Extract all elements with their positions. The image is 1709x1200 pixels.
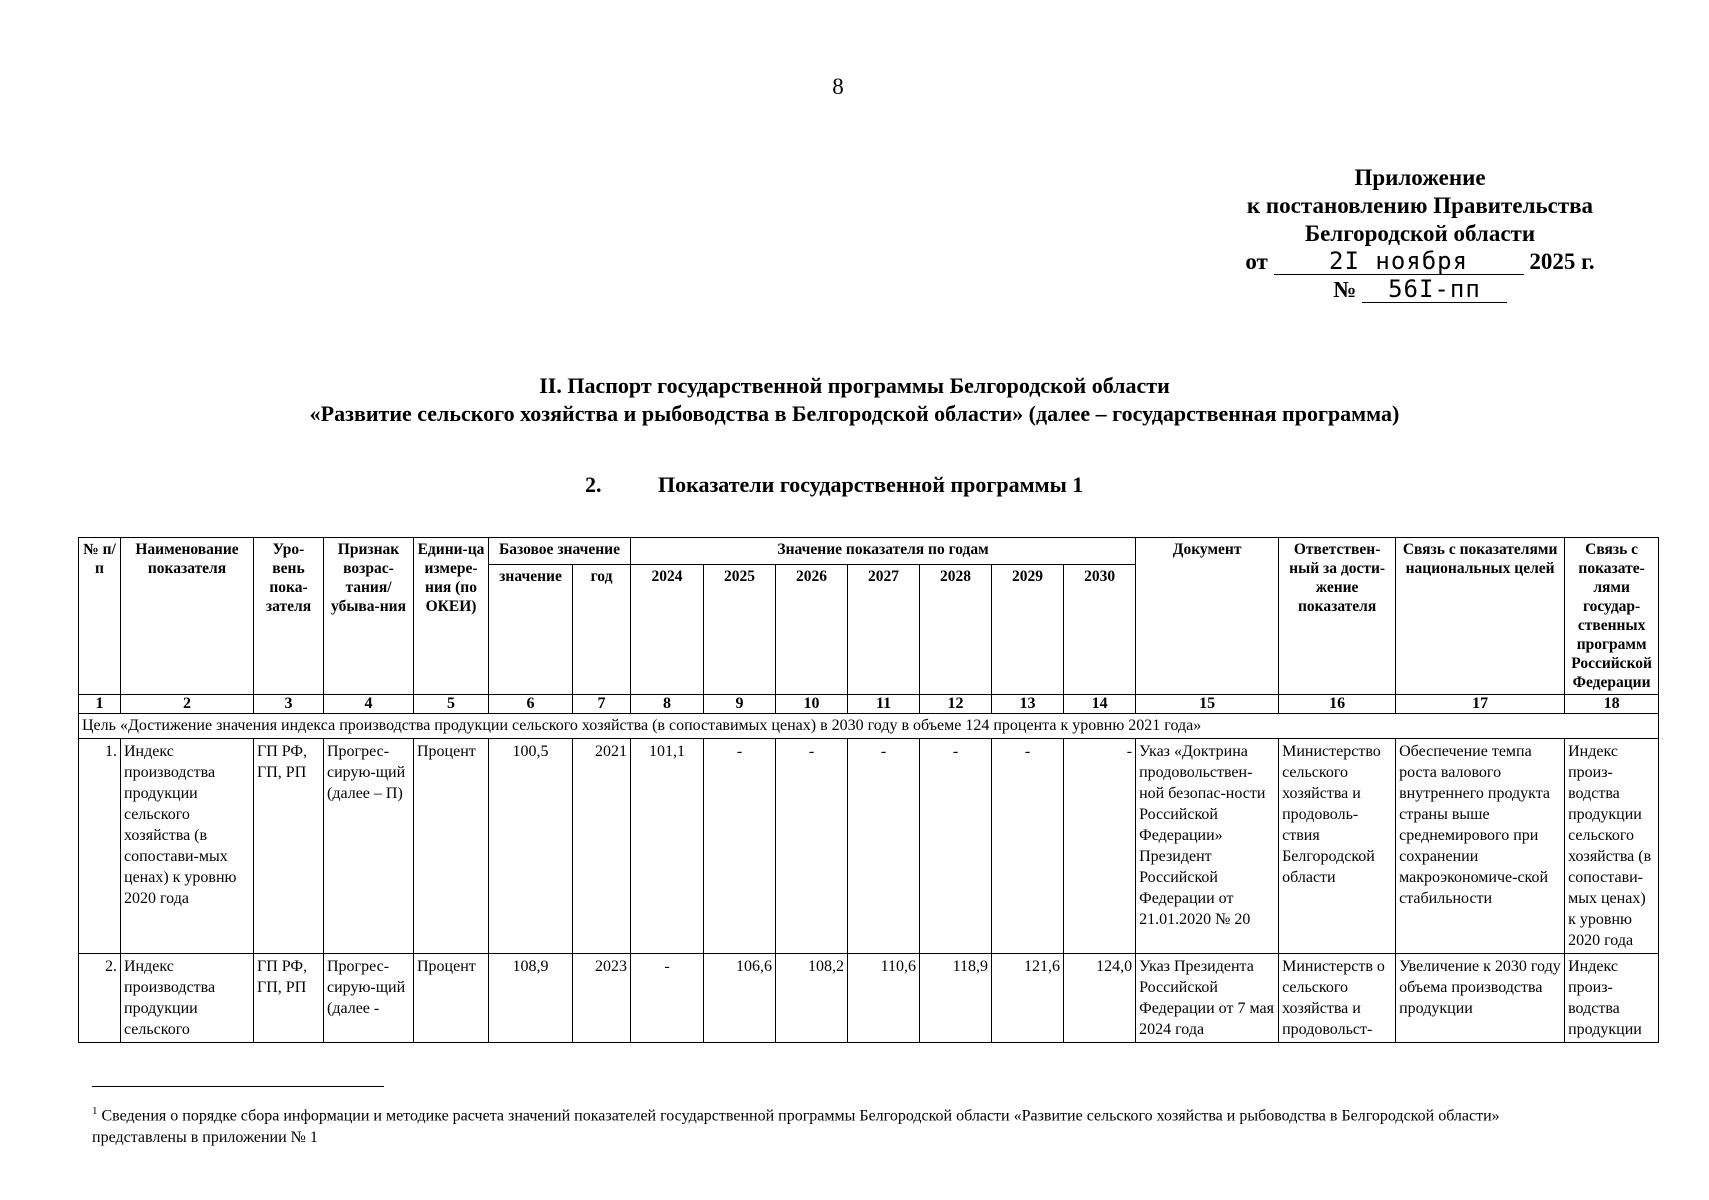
row-level: ГП РФ, ГП, РП (254, 739, 324, 954)
row-unit: Процент (414, 739, 489, 954)
header-years-group: Значение показателя по годам (631, 538, 1136, 565)
column-number: 3 (254, 695, 324, 714)
number-prefix: № (1333, 277, 1357, 302)
date-prefix: от (1245, 249, 1268, 274)
column-number: 17 (1396, 695, 1565, 714)
column-number: 4 (324, 695, 414, 714)
row-base-year: 2023 (573, 954, 631, 1043)
number-handwritten: 56I-пп (1362, 276, 1507, 303)
column-number: 8 (631, 695, 704, 714)
row-responsible: Министерство сельского хозяйства и продоволь-ствия Белгородской области (1279, 739, 1396, 954)
column-number: 14 (1064, 695, 1136, 714)
row-unit: Процент (414, 954, 489, 1043)
appendix-line3: Белгородской области (1304, 221, 1536, 246)
appendix-date-line (1200, 248, 1640, 276)
row-base-value: 108,9 (489, 954, 573, 1043)
row-federal-link: Индекс произ-водства продукции (1565, 954, 1659, 1043)
footnote-divider (92, 1086, 384, 1087)
row-document: Указ «Доктрина продовольствен-ной безопас-ности Российской Федерации» Президент Российской Федерации от 21.01.2020 № 20 (1136, 739, 1279, 954)
column-number: 13 (992, 695, 1064, 714)
row-2028: 118,9 (920, 954, 992, 1043)
document-title (0, 372, 1709, 428)
column-number: 15 (1136, 695, 1279, 714)
header-unit: Едини-ца измере-ния (по ОКЕИ) (414, 538, 489, 695)
header-num: № п/п (79, 538, 121, 695)
header-year-2027: 2027 (848, 565, 920, 695)
section-number: 2. (585, 472, 602, 497)
row-2024: 101,1 (631, 739, 704, 954)
row-2026: - (776, 739, 848, 954)
row-base-year: 2021 (573, 739, 631, 954)
row-base-value: 100,5 (489, 739, 573, 954)
appendix-line1: Приложение (1354, 165, 1486, 190)
column-numbers-row (79, 695, 1659, 714)
header-year-2024: 2024 (631, 565, 704, 695)
title-line2: «Развитие сельского хозяйства и рыбоводства в Белгородской области» (далее – государственная программа) (309, 401, 1400, 426)
row-2025: - (704, 739, 776, 954)
header-responsible: Ответствен-ный за дости-жение показателя (1279, 538, 1396, 695)
header-year-2025: 2025 (704, 565, 776, 695)
row-trend: Прогрес-сирую-щий (далее – П) (324, 739, 414, 954)
column-number: 7 (573, 695, 631, 714)
row-federal-link: Индекс произ-водства продукции сельского хозяйства (в сопостави-мых ценах) к уровню 2020 года (1565, 739, 1659, 954)
row-2029: 121,6 (992, 954, 1064, 1043)
row-num: 1. (79, 739, 121, 954)
row-name: Индекс производства продукции сельского хозяйства (в сопостави-мых ценах) к уровню 2020 года (121, 739, 254, 954)
section-title: Показатели государственной программы 1 (658, 472, 1084, 497)
appendix-line2: к постановлению Правительства (1246, 193, 1594, 218)
appendix-block (1200, 164, 1640, 304)
row-num: 2. (79, 954, 121, 1043)
header-year-2029: 2029 (992, 565, 1064, 695)
header-base-year: год (573, 565, 631, 695)
appendix-number-line (1200, 276, 1640, 304)
row-name: Индекс производства продукции сельского (121, 954, 254, 1043)
footnote-text: Сведения о порядке сбора информации и методике расчета значений показателей государственной программы Белгородской области «Развитие сельского хозяйства и рыбоводства в Белгородской области» представлены в приложении № 1 (92, 1107, 1500, 1147)
row-2030: - (1064, 739, 1136, 954)
footnote (92, 1100, 1572, 1149)
row-2024: - (631, 954, 704, 1043)
footnote-marker: 1 (92, 1105, 98, 1117)
column-number: 1 (79, 695, 121, 714)
header-base: Базовое значение (489, 538, 631, 565)
row-2027: 110,6 (848, 954, 920, 1043)
section-heading (585, 472, 1083, 498)
row-responsible: Министерств о сельского хозяйства и продовольст- (1279, 954, 1396, 1043)
header-name: Наименование показателя (121, 538, 254, 695)
header-base-value: значение (489, 565, 573, 695)
column-number: 6 (489, 695, 573, 714)
row-2027: - (848, 739, 920, 954)
date-handwritten: 2I ноября (1274, 248, 1524, 275)
header-row-1 (79, 538, 1659, 565)
header-document: Документ (1136, 538, 1279, 695)
row-national-link: Увеличение к 2030 году объема производства продукции (1396, 954, 1565, 1043)
row-document: Указ Президента Российской Федерации от 7 мая 2024 года (1136, 954, 1279, 1043)
column-number: 5 (414, 695, 489, 714)
header-trend: Признак возрас-тания/ убыва-ния (324, 538, 414, 695)
row-level: ГП РФ, ГП, РП (254, 954, 324, 1043)
column-number: 18 (1565, 695, 1659, 714)
goal-text: Цель «Достижение значения индекса производства продукции сельского хозяйства (в сопоставимых ценах) в 2030 году в объеме 124 процента к уровню 2021 года» (79, 714, 1659, 739)
header-federal-link: Связь с показате-лями государ-ственных программ Российской Федерации (1565, 538, 1659, 695)
page-number: 8 (832, 74, 844, 99)
column-number: 11 (848, 695, 920, 714)
row-2026: 108,2 (776, 954, 848, 1043)
row-2029: - (992, 739, 1064, 954)
column-number: 2 (121, 695, 254, 714)
goal-row (79, 714, 1659, 739)
column-number: 12 (920, 695, 992, 714)
column-number: 16 (1279, 695, 1396, 714)
row-2025: 106,6 (704, 954, 776, 1043)
row-trend: Прогрес-сирую-щий (далее - (324, 954, 414, 1043)
column-number: 9 (704, 695, 776, 714)
header-national-link: Связь с показателями национальных целей (1396, 538, 1565, 695)
header-level: Уро-вень пока-зателя (254, 538, 324, 695)
date-suffix: 2025 г. (1529, 249, 1595, 274)
column-number: 10 (776, 695, 848, 714)
title-line1: II. Паспорт государственной программы Белгородской области (539, 373, 1170, 398)
row-2028: - (920, 739, 992, 954)
row-2030: 124,0 (1064, 954, 1136, 1043)
header-year-2026: 2026 (776, 565, 848, 695)
table-row (79, 954, 1659, 1043)
header-year-2028: 2028 (920, 565, 992, 695)
table-row (79, 739, 1659, 954)
header-year-2030: 2030 (1064, 565, 1136, 695)
row-national-link: Обеспечение темпа роста валового внутреннего продукта страны выше среднемирового при сохранении макроэкономиче-ской стабильности (1396, 739, 1565, 954)
indicators-table (78, 537, 1659, 1043)
